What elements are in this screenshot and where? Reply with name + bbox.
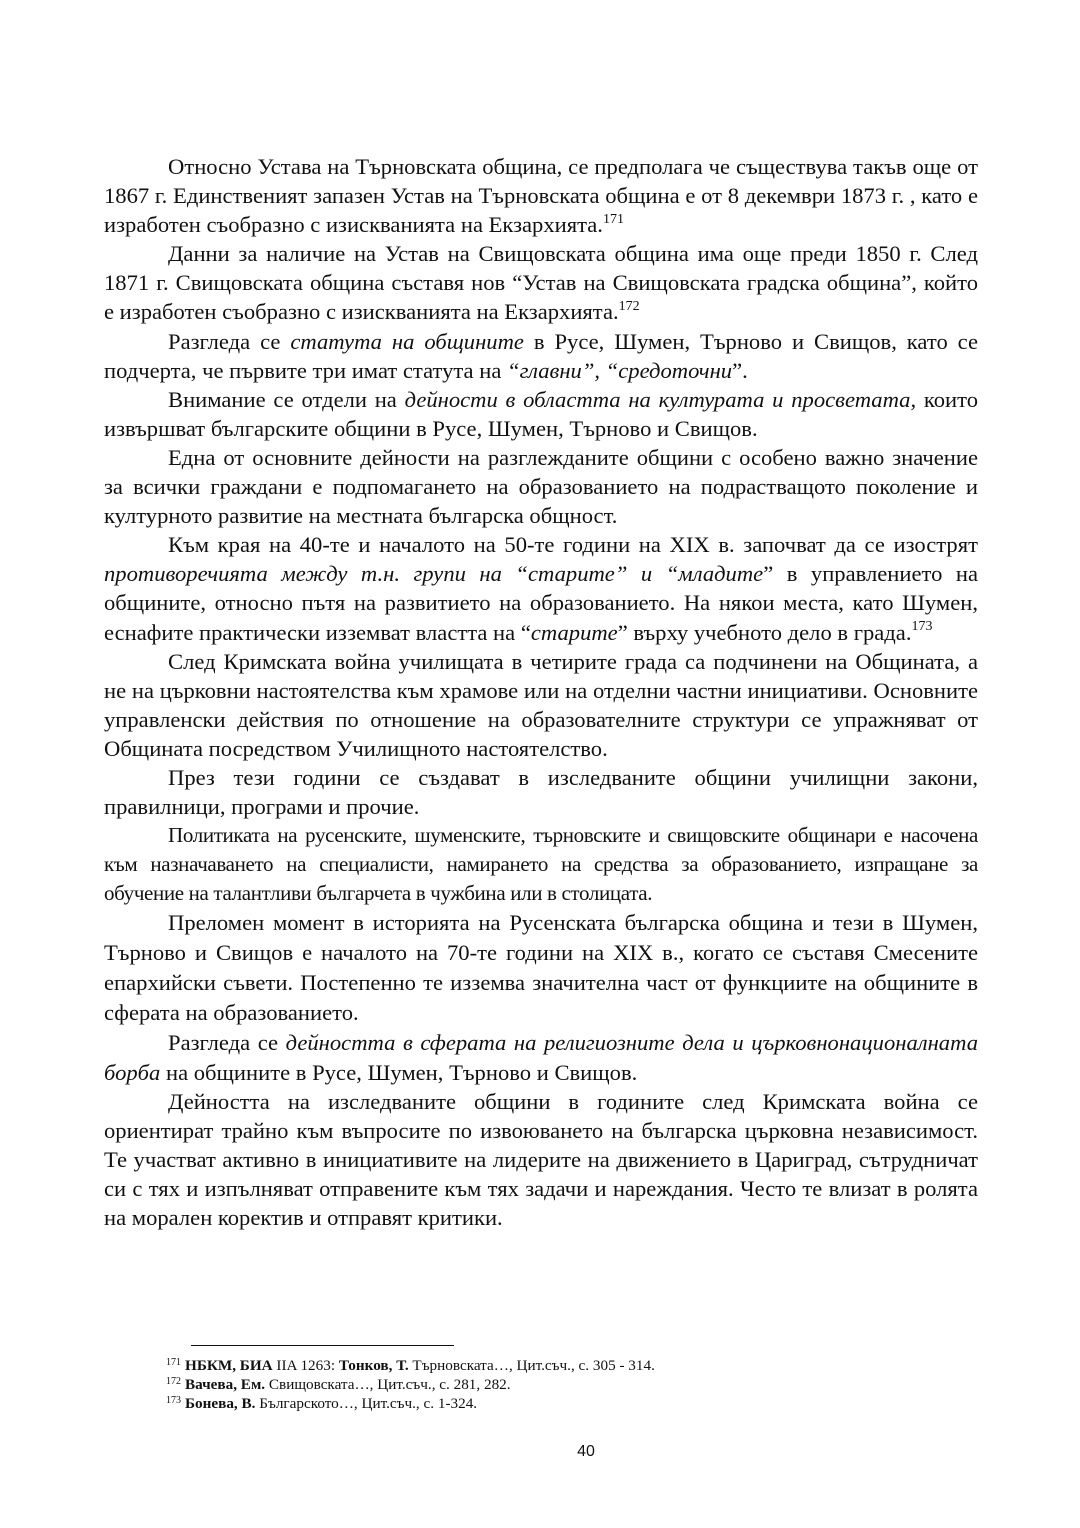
paragraph-9 (104, 821, 978, 908)
paragraph-3 (104, 327, 978, 385)
main-text (104, 152, 978, 1232)
footnote-number: 172 (166, 1376, 181, 1387)
paragraph-text: в Русе, Шумен, Търново и Свищов, като се подчерта, че първите три имат статута на (104, 328, 979, 383)
paragraph-1 (104, 152, 978, 239)
emphasis: противоречията между т.н. групи на “старите” и “младите (104, 561, 764, 587)
paragraph-11 (104, 1028, 978, 1086)
footnote-author: Бонева, В. (185, 1395, 256, 1412)
footnote-172 (166, 1375, 926, 1394)
page-number: 40 (577, 1443, 595, 1460)
footnote-171 (166, 1356, 926, 1375)
footnote-separator (191, 1345, 454, 1346)
paragraph-text: След Кримската война училищата в четирите града са подчинени на Общината, а не на църковни настоятелства към храмове или на отделни частни инициативи. Основните управленски действия по отношение на образователните структури се упражняват от Общината посредством Училищното настоятелство. (104, 648, 978, 761)
paragraph-12 (104, 1087, 978, 1232)
emphasis: статута на общините (290, 328, 524, 354)
footnote-ref: 171 (602, 211, 624, 227)
paragraph-text: Дейността на изследваните общини в годините след Кримската война се ориентират трайно към въпросите по извоюването на българска църковна независимост. Те участват активно в инициативите на лидерите на движението в Цариград, сътрудничат си с тях и изпълняват отправените към тях задачи и нареждания. Често те влизат в ролята на морален коректив и отправят критики. (104, 1088, 978, 1230)
footnote-text: Свищовската…, Цит.съч., с. 281, 282. (265, 1376, 511, 1393)
emphasis: дейността в сферата на религиозните дела и църковнонационалната борба (104, 1030, 978, 1085)
footnote-author: Вачева, Ем. (185, 1376, 266, 1393)
paragraph-text: ”. (732, 357, 748, 383)
emphasis: дейности в областта на културата и просветата, (404, 386, 917, 412)
paragraph-7 (104, 647, 978, 763)
paragraph-6 (104, 530, 978, 646)
footnote-text: Търновската…, Цит.съч., с. 305 - 314. (408, 1357, 655, 1374)
emphasis: “главни”, “средоточни (507, 357, 733, 383)
paragraph-text: които извършват българските общини в Русе, Шумен, Търново и Свищов. (104, 386, 978, 441)
footnote-number: 173 (166, 1395, 181, 1406)
paragraph-8 (104, 763, 978, 821)
paragraph-text: През тези години се създават в изследваните общини училищни закони, правилници, програми и прочие. (104, 764, 978, 820)
paragraph-text: Политиката на русенските, шуменските, търновските и свищовските общинари е насочена към назначаването на специалисти, намирането на средства за образованието, изпращане за обучение на талантливи българчета в чужбина или в столицата. (104, 823, 978, 906)
paragraph-2 (104, 239, 978, 326)
paragraph-text: Към края на 40-те и началото на 50-те години на XIX в. започват да се изострят (168, 532, 978, 558)
paragraph-text: ” в управлението на общините, относно пътя на развитието на образованието. На някои места, като Шумен, еснафите практически изземват властта на “ (104, 561, 978, 645)
paragraph-text: Разгледа се (168, 1030, 286, 1056)
paragraph-10 (104, 908, 978, 1028)
paragraph-4 (104, 385, 978, 443)
paragraph-text: Разгледа се (168, 328, 291, 354)
footnotes (166, 1356, 926, 1413)
paragraph-text: Относно Устава на Търновската община, се предполага че съществува такъв още от 1867 г. Единственият запазен Устав на Търновската община е от 8 декември 1873 г. , като е изработен съобразно с изискванията на Екзархията. (104, 154, 978, 238)
paragraph-text: ” върху учебното дело в града. (617, 619, 912, 645)
footnote-author: Тонков, Т. (338, 1357, 409, 1374)
paragraph-text: Една от основните дейности на разглежданите общини с особено важно значение за всички граждани е подпомагането на образованието на подрастващото поколение и културното развитие на местната българска общност. (104, 444, 978, 529)
footnote-text: Българското…, Цит.съч., с. 1-324. (255, 1395, 478, 1412)
paragraph-text: на общините в Русе, Шумен, Търново и Свищов. (160, 1059, 638, 1085)
paragraph-text: Внимание се отдели на (168, 386, 405, 412)
footnote-number: 171 (166, 1357, 181, 1368)
paragraph-text: Преломен момент в историята на Русенската българска община и тези в Шумен, Търново и Свищов е началото на 70-те години на XIX в., когато се съставя Смесените епархийски съвети. Постепенно те изземва значителна част от функциите на общините в сферата на образованието. (104, 910, 978, 1026)
footnote-ref: 173 (911, 618, 933, 634)
paragraph-5 (104, 443, 978, 530)
emphasis: старите (530, 619, 618, 645)
paragraph-text: Данни за наличие на Устав на Свищовската община има още преди 1850 г. След 1871 г. Свищовската община съставя нов “Устав на Свищовската градска община”, който е изработен съобразно с изискванията на Екзархията. (104, 241, 978, 325)
footnote-text: IIA 1263: (272, 1357, 339, 1374)
footnote-ref: 172 (618, 298, 640, 314)
footnote-author: НБКМ, БИА (185, 1357, 273, 1374)
footnote-173 (166, 1394, 926, 1413)
